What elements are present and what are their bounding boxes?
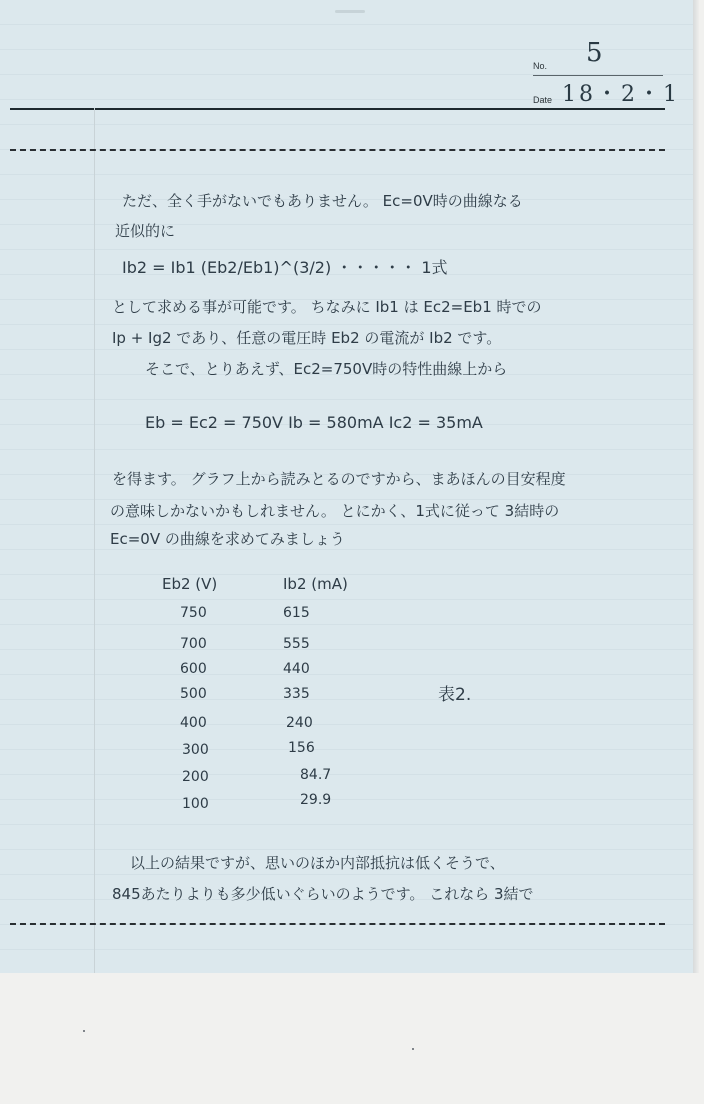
number-underline [533, 75, 663, 76]
margin-line [94, 108, 95, 973]
table-eb2-value: 400 [180, 715, 207, 731]
page-crease [335, 10, 365, 13]
table-eb2-value: 200 [182, 769, 209, 785]
page-number: 5 [586, 38, 603, 68]
table-ib2-value: 240 [286, 715, 313, 731]
table-eb2-value: 100 [182, 796, 209, 812]
table-eb2-value: 600 [180, 661, 207, 677]
table-eb2-value: 750 [180, 605, 207, 621]
table-caption: 表2. [438, 685, 472, 705]
table-ib2-value: 440 [283, 661, 310, 677]
table-ib2-value: 156 [288, 740, 315, 756]
values-line: Eb = Ec2 = 750V Ib = 580mA Ic2 = 35mA [145, 413, 483, 432]
text-line-7: の意味しかないかもしれません。 とにかく、1式に従って 3結時の [110, 502, 560, 520]
text-line-4: Ip + Ig2 であり、任意の電圧時 Eb2 の電流が Ib2 です。 [112, 329, 502, 347]
header-rule [10, 108, 665, 110]
page-edge-shadow [693, 0, 699, 973]
table-ib2-value: 335 [283, 686, 310, 702]
table-eb2-value: 300 [182, 742, 209, 758]
text-line-9: 以上の結果ですが、思いのほか内部抵抗は低くそうで、 [130, 854, 505, 872]
table-ib2-value: 84.7 [300, 767, 332, 783]
bottom-dashed-rule [10, 923, 665, 925]
text-line-3: として求める事が可能です。 ちなみに Ib1 は Ec2=Eb1 時での [112, 298, 542, 316]
table-header-ib2: Ib2 (mA) [283, 575, 348, 593]
scan-speck [412, 1048, 414, 1050]
text-line-1: ただ、全く手がないでもありません。 Ec=0V時の曲線なる [122, 192, 523, 210]
page-date: 18・2・1 [562, 82, 680, 107]
table-header-eb2: Eb2 (V) [162, 575, 218, 593]
number-label: No. [533, 61, 548, 71]
top-dashed-rule [10, 149, 665, 151]
equation-line: Ib2 = Ib1 (Eb2/Eb1)^(3/2) ・・・・・ 1式 [122, 258, 448, 277]
table-ib2-value: 615 [283, 605, 310, 621]
text-line-10: 845あたりよりも多少低いぐらいのようです。 これなら 3結で [112, 885, 534, 903]
text-line-8: Ec=0V の曲線を求めてみましょう [110, 530, 345, 548]
table-ib2-value: 29.9 [300, 792, 332, 808]
text-line-6: を得ます。 グラフ上から読みとるのですから、まあほんの目安程度 [112, 470, 566, 488]
scan-speck [83, 1030, 85, 1032]
text-line-5: そこで、とりあえず、Ec2=750V時の特性曲線上から [145, 360, 508, 378]
table-eb2-value: 500 [180, 686, 207, 702]
text-line-2: 近似的に [115, 222, 176, 240]
table-ib2-value: 555 [283, 636, 310, 652]
date-label: Date [533, 95, 553, 105]
table-eb2-value: 700 [180, 636, 207, 652]
